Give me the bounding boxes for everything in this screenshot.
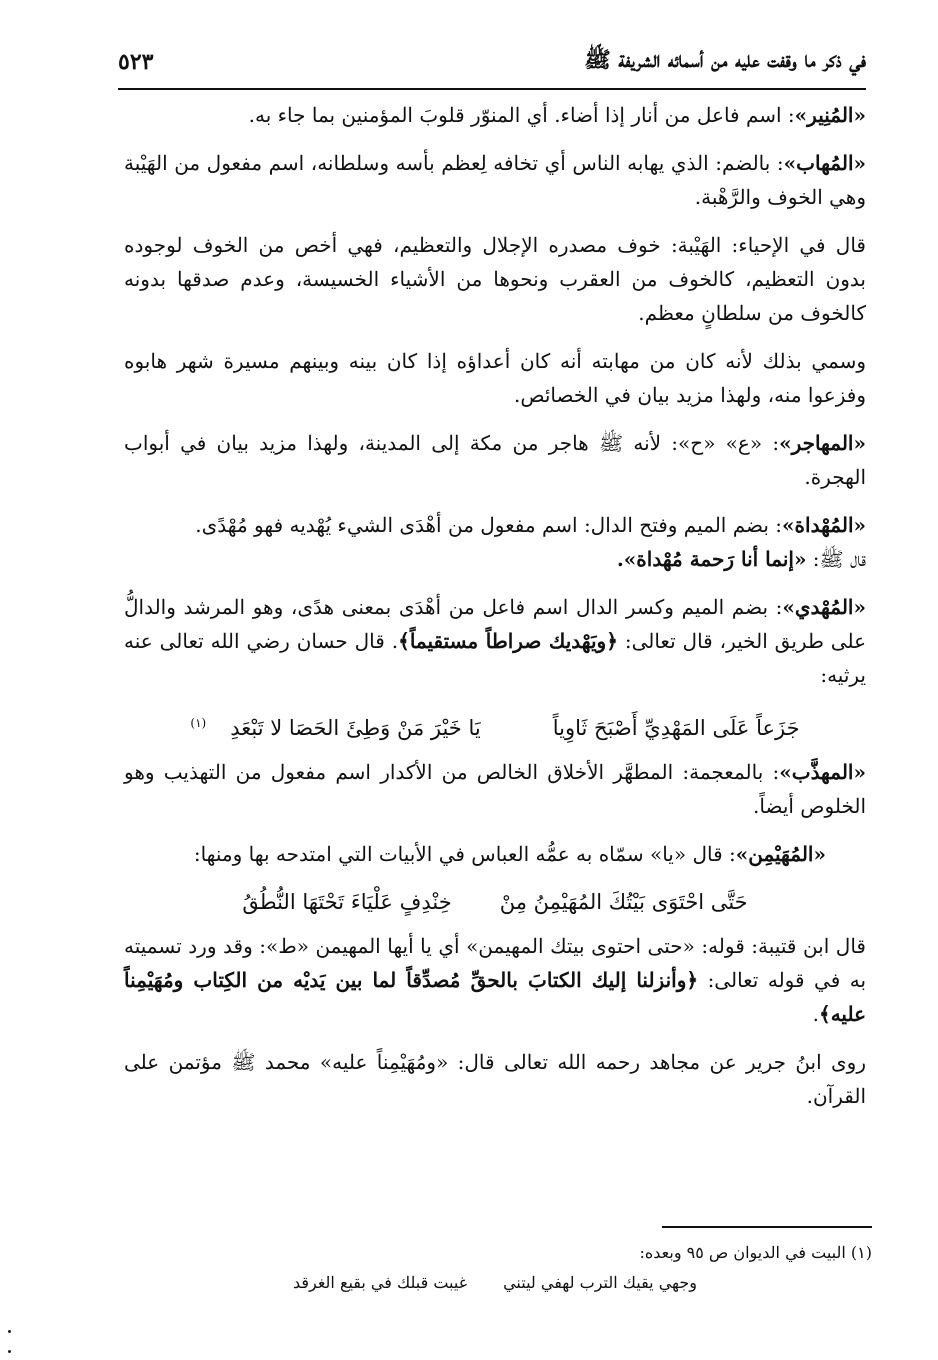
paragraph-naming bbox=[124, 344, 866, 412]
scan-speck bbox=[8, 1350, 11, 1353]
entry-muhab bbox=[124, 146, 866, 214]
entry-muhdah bbox=[124, 508, 866, 576]
entry-text: : بضم الميم وكسر الدال اسم فاعل من أهْدَى بمعنى هدًى، وهو المرشد والدالُّ على طريق الخير، قال تعالى: bbox=[124, 595, 866, 653]
entry-muhajir bbox=[124, 426, 866, 494]
entry-text: . قال حسان رضي الله تعالى عنه يرثيه: bbox=[124, 629, 866, 687]
hadith-quote: «إنما أنا رَحمة مُهْداة». bbox=[616, 547, 807, 571]
entry-text: : «ع» «ح»: لأنه ﷺ هاجر من مكة إلى المدينة، ولهذا مزيد بيان في أبواب الهجرة. bbox=[124, 431, 866, 489]
entry-text: وسمي بذلك لأنه كان من مهابته أنه كان أعداؤه إذا كان بينه وبينهم مسيرة شهر هابوه وفزعوا منه، ولهذا مزيد بيان في الخصائص. bbox=[124, 349, 866, 407]
entry-muhadhdhab bbox=[124, 755, 866, 823]
chapter-title: في ذكر ما وقفت عليه من أسمائه الشريفة ﷺ bbox=[584, 47, 866, 73]
footnote-hemistich-right: وجهي يقيك الترب لهفي ليتني bbox=[503, 1273, 698, 1292]
scan-speck bbox=[8, 1330, 11, 1333]
footnote-hemistich-left: غيبت قبلك في بقيع الغرقد bbox=[292, 1273, 468, 1292]
term-heading: «المُهْدي» bbox=[782, 595, 866, 619]
footnotes bbox=[118, 1238, 872, 1298]
poem-hassan bbox=[124, 706, 866, 745]
entry-text: قال في الإحياء: الهَيْبة: خوف مصدره الإجلال والتعظيم، فهي أخص من الخوف لوجوده بدون التعظيم، كالخوف من العقرب ونحوها من الأشياء الخسيسة، وعدم صدقها بدونه كالخوف من سلطانٍ معظم. bbox=[124, 233, 866, 325]
entry-text: قال ابن قتيبة: قوله: «حتى احتوى بيتك المهيمن» أي يا أيها المهيمن «ط»: وقد ورد تسميته به في قوله تعالى: bbox=[124, 934, 867, 992]
entry-text: روى ابنُ جرير عن مجاهد رحمه الله تعالى قال: «ومُهَيْمِناً عليه» محمد ﷺ مؤتمن على القرآن. bbox=[124, 1050, 866, 1108]
entry-text: : اسم فاعل من أنار إذا أضاء. أي المنوّر قلوبَ المؤمنين بما جاء به. bbox=[248, 103, 795, 127]
entry-muhaymin bbox=[124, 837, 866, 871]
poem-hemistich-left bbox=[190, 706, 504, 745]
term-heading: «المُنِير» bbox=[794, 103, 866, 127]
term-heading: «المُهاب» bbox=[783, 151, 866, 175]
poem-abbas bbox=[124, 885, 866, 919]
paragraph-ibn-qutayba bbox=[124, 929, 866, 1031]
entry-text: : بضم الميم وفتح الدال: اسم مفعول من أهْدَى الشيء يُهْديه فهو مُهْدًى. bbox=[195, 513, 783, 537]
paragraph-ihya bbox=[124, 228, 866, 330]
running-header bbox=[118, 36, 866, 90]
paragraph-mujahid bbox=[124, 1045, 866, 1113]
body-text bbox=[124, 98, 866, 1127]
entry-munir bbox=[124, 98, 866, 132]
term-heading: «المهاجر» bbox=[779, 431, 866, 455]
entry-text: . bbox=[812, 1002, 819, 1026]
quran-verse: ﴿ويَهْديك صراطاً مستقيماً﴾ bbox=[398, 629, 618, 653]
term-heading: «المُهْداة» bbox=[782, 513, 866, 537]
term-heading: «المهذَّب» bbox=[779, 760, 866, 784]
poem-hemistich-text: يَا خَيْرَ مَنْ وَطِئَ الحَصَا لا تَبْعَدِ bbox=[230, 716, 481, 740]
page-number: ٥٢٣ bbox=[118, 49, 154, 75]
poem-hemistich-right: جَزَعاً عَلَى المَهْدِيِّ أَصْبَحَ ثَاوِياً bbox=[552, 716, 800, 740]
poem-hemistich-right: حَتَّى احْتَوَى بَيْتُكَ المُهَيْمِنُ مِنْ bbox=[499, 890, 748, 914]
footnote-marker[interactable]: (١) bbox=[190, 716, 207, 730]
quran-verse: ﴿وأنزلنا إليك الكتابَ بالحقِّ مُصدِّقاً لما بين يَديْه من الكِتاب ومُهَيْمِناً عليه﴾ bbox=[124, 968, 866, 1026]
entry-text: : بالضم: الذي يهابه الناس أي تخافه لِعظم بأسه وسلطانه، اسم مفعول من الهَيْبة وهي الخوف والرَّهْبة. bbox=[124, 151, 866, 209]
term-heading: «المُهَيْمِن» bbox=[735, 842, 826, 866]
entry-text: : بالمعجمة: المطهَّر الأخلاق الخالص من الأكدار اسم مفعول من التهذيب وهو الخلوص أيضاً. bbox=[124, 760, 866, 818]
hadith-intro: قال ﷺ: bbox=[806, 547, 866, 571]
entry-muhdi bbox=[124, 590, 866, 692]
entry-text: : قال «يا» سمّاه به عمُّه العباس في الأبيات التي امتدحه بها ومنها: bbox=[193, 842, 736, 866]
footnote-separator bbox=[662, 1226, 872, 1228]
poem-hemistich-left: خِنْدِفٍ عَلْيَاءَ تَحْتَهَا النُّطُقُ bbox=[242, 890, 452, 914]
footnote-1: (١) البيت في الديوان ص ٩٥ وبعده: bbox=[639, 1243, 872, 1262]
footnote-poem bbox=[118, 1268, 872, 1298]
